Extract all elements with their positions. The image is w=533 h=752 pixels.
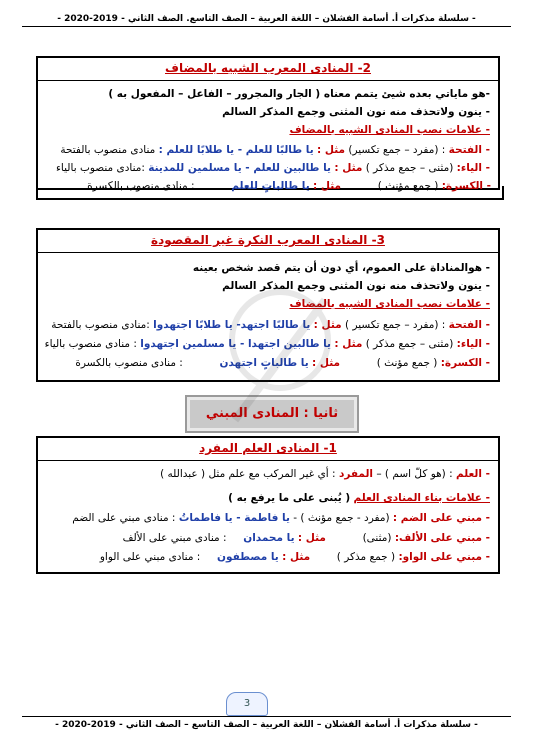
rule-line: - ينون ولاتحذف منه نون المثنى وجمع المذكر السالم (222, 106, 490, 118)
section-box-shabih-bil-mudaf (36, 56, 500, 190)
signs-heading: - علامات بناء المنادى العلم ( يُبنى على ما يرفع به ) (228, 492, 490, 504)
example-row-fatha: - الفتحة : (مفرد – جمع تكسير) مثل : يا طالبًا للعلم - يا طلابًا للعلم : منادى منصوب بالفتحة (60, 144, 490, 156)
example-row-yaa: - الياء: (مثنى – جمع مذكر ) مثل : يا طالبين اجتهدا - يا مسلمين اجتهدوا : منادى منصوب بالياء (44, 338, 490, 350)
example-row-fatha: - الفتحة : (مفرد – جمع تكسير ) مثل : يا طالبًا اجتهد- يا طلابًا اجتهدوا :منادى منصوب بالفتحة (51, 319, 490, 331)
definition-line: - العلم : (هو كلّ اسم ) – المفرد : أي غير المركب مع علم مثل ( عبدالله ) (160, 468, 490, 480)
example-row-kasra: - الكسرة: ( جمع مؤنث ) مثل : يا طالباتٍ اجتهدن : منادى منصوب بالكسرة (75, 357, 490, 369)
example-row-damma: - مبني على الضم : (مفرد - جمع مؤنث ) - يا فاطمة - يا فاطماتُ : منادى مبني على الضم (72, 512, 490, 524)
section-heading-mabni: ثانيا : المنادى المبني (185, 395, 359, 433)
signs-heading: - علامات نصب المنادى الشبيه بالمضاف (289, 124, 490, 136)
definition-line: - هوالمناداة على العموم، أي دون أن يتم قصد شخص بعينه (192, 262, 490, 274)
page-number: 3 (226, 692, 268, 716)
section-box-nakira (36, 228, 500, 382)
definition-line: -هو ماياتي بعده شيئ يتمم معناه ( الجار والمجرور – الفاعل – المفعول به ) (108, 88, 490, 100)
box-title: 2- المنادى المعرب الشبيه بالمضاف (38, 58, 498, 81)
signs-heading: - علامات نصب المنادى الشبيه بالمضاف (289, 298, 490, 310)
rule-line: - ينون ولاتحذف منه نون المثنى وجمع المذكر السالم (222, 280, 490, 292)
box-title: 1- المنادى العلم المفرد (38, 438, 498, 461)
section-box-alam-mufrad (36, 436, 500, 574)
page-footer: - سلسلة مذكرات أ. أسامة الفشلان – اللغة العربية – الصف التاسع – الصف الثاني - 2019-2020 - (22, 716, 511, 731)
example-row-alif: - مبني على الألف: (مثنى) مثل : يا محمدان : منادى مبني على الألف (122, 532, 490, 544)
box1-bottom (36, 186, 504, 200)
page-header: - سلسلة مذكرات أ. أسامة الفشلان – اللغة العربية – الصف التاسع. الصف الثاني - 2019-2020 - (22, 12, 511, 27)
example-row-kasra: - الكسرة: ( جمع مؤنث ) مثل : يا طالباتٍ للعلم : منادى منصوب بالكسرة (87, 180, 491, 192)
example-row-waw: - مبني على الواو: ( جمع مذكر ) مثل : يا مصطفون : منادى مبني على الواو (99, 551, 490, 563)
box-title: 3- المنادى المعرب النكرة غير المقصودة (38, 230, 498, 253)
example-row-yaa: - الياء: (مثنى – جمع مذكر ) مثل : يا طالبين للعلم - يا مسلمين للمدينة :منادى منصوب بالياء (56, 162, 490, 174)
